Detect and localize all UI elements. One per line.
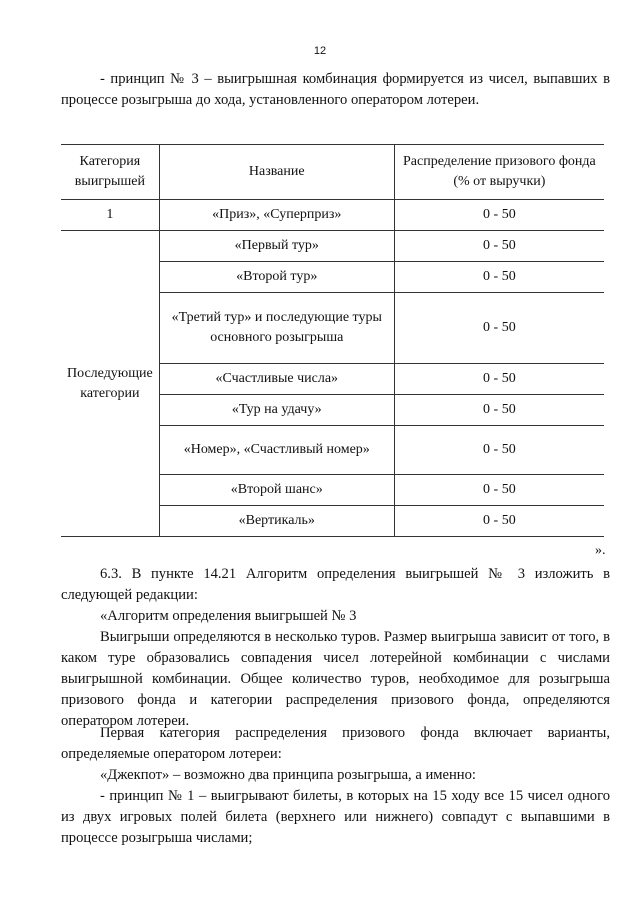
row-value: 0 - 50 [394, 262, 604, 293]
algorithm-heading: «Алгоритм определения выигрышей № 3 [100, 608, 357, 624]
row-name: «Тур на удачу» [159, 395, 394, 426]
row-name: «Третий тур» и последующие туры основного розыгрыша [159, 293, 394, 364]
paragraph-6-3: 6.3. В пункте 14.21 Алгоритм определения выигрышей № 3 изложить в следующей редакции: [61, 566, 610, 603]
paragraph-principle-1: - принцип № 1 – выигрывают билеты, в которых на 15 ходу все 15 чисел одного из двух игровых полей билета (верхнего или нижнего) совпадут с выпавшими в процессе розыгрыша числами; [61, 788, 610, 846]
prize-distribution-table [61, 144, 604, 537]
row-name: «Вертикаль» [159, 506, 394, 537]
header-name: Название [159, 145, 394, 200]
row-value: 0 - 50 [394, 200, 604, 231]
group-category: Последующие категории [61, 231, 159, 537]
row-category: 1 [61, 200, 159, 231]
row-name: «Первый тур» [159, 231, 394, 262]
paragraph-first-category: Первая категория распределения призового фонда включает варианты, определяемые оператором лотереи: [61, 725, 610, 762]
row-name: «Второй шанс» [159, 475, 394, 506]
row-value: 0 - 50 [394, 364, 604, 395]
paragraph-tours: Выигрыши определяются в несколько туров. Размер выигрыша зависит от того, в каком туре образовались совпадения чисел лотерейной комбинации с числами выигрышной комбинации. Общее количество туров, необходимое для розыгрыша призового фонда и категории распределения призового фонда, определяются оператором лотереи. [61, 629, 610, 729]
closing-quote: ». [595, 543, 606, 558]
header-category: Категория выигрышей [61, 145, 159, 200]
row-value: 0 - 50 [394, 506, 604, 537]
page-number: 12 [313, 45, 327, 57]
header-distribution: Распределение призового фонда (% от выручки) [394, 145, 604, 200]
table-row [61, 200, 604, 231]
row-value: 0 - 50 [394, 231, 604, 262]
row-name: «Приз», «Суперприз» [159, 200, 394, 231]
row-value: 0 - 50 [394, 395, 604, 426]
intro-paragraph: - принцип № 3 – выигрышная комбинация формируется из чисел, выпавших в процессе розыгрыша до хода, установленного оператором лотереи. [61, 71, 610, 108]
row-value: 0 - 50 [394, 426, 604, 475]
paragraph-jackpot: «Джекпот» – возможно два принципа розыгрыша, а именно: [100, 767, 476, 783]
row-name: «Второй тур» [159, 262, 394, 293]
table-row [61, 231, 604, 262]
row-value: 0 - 50 [394, 475, 604, 506]
row-value: 0 - 50 [394, 293, 604, 364]
row-name: «Счастливые числа» [159, 364, 394, 395]
table-header-row [61, 145, 604, 200]
row-name: «Номер», «Счастливый номер» [159, 426, 394, 475]
